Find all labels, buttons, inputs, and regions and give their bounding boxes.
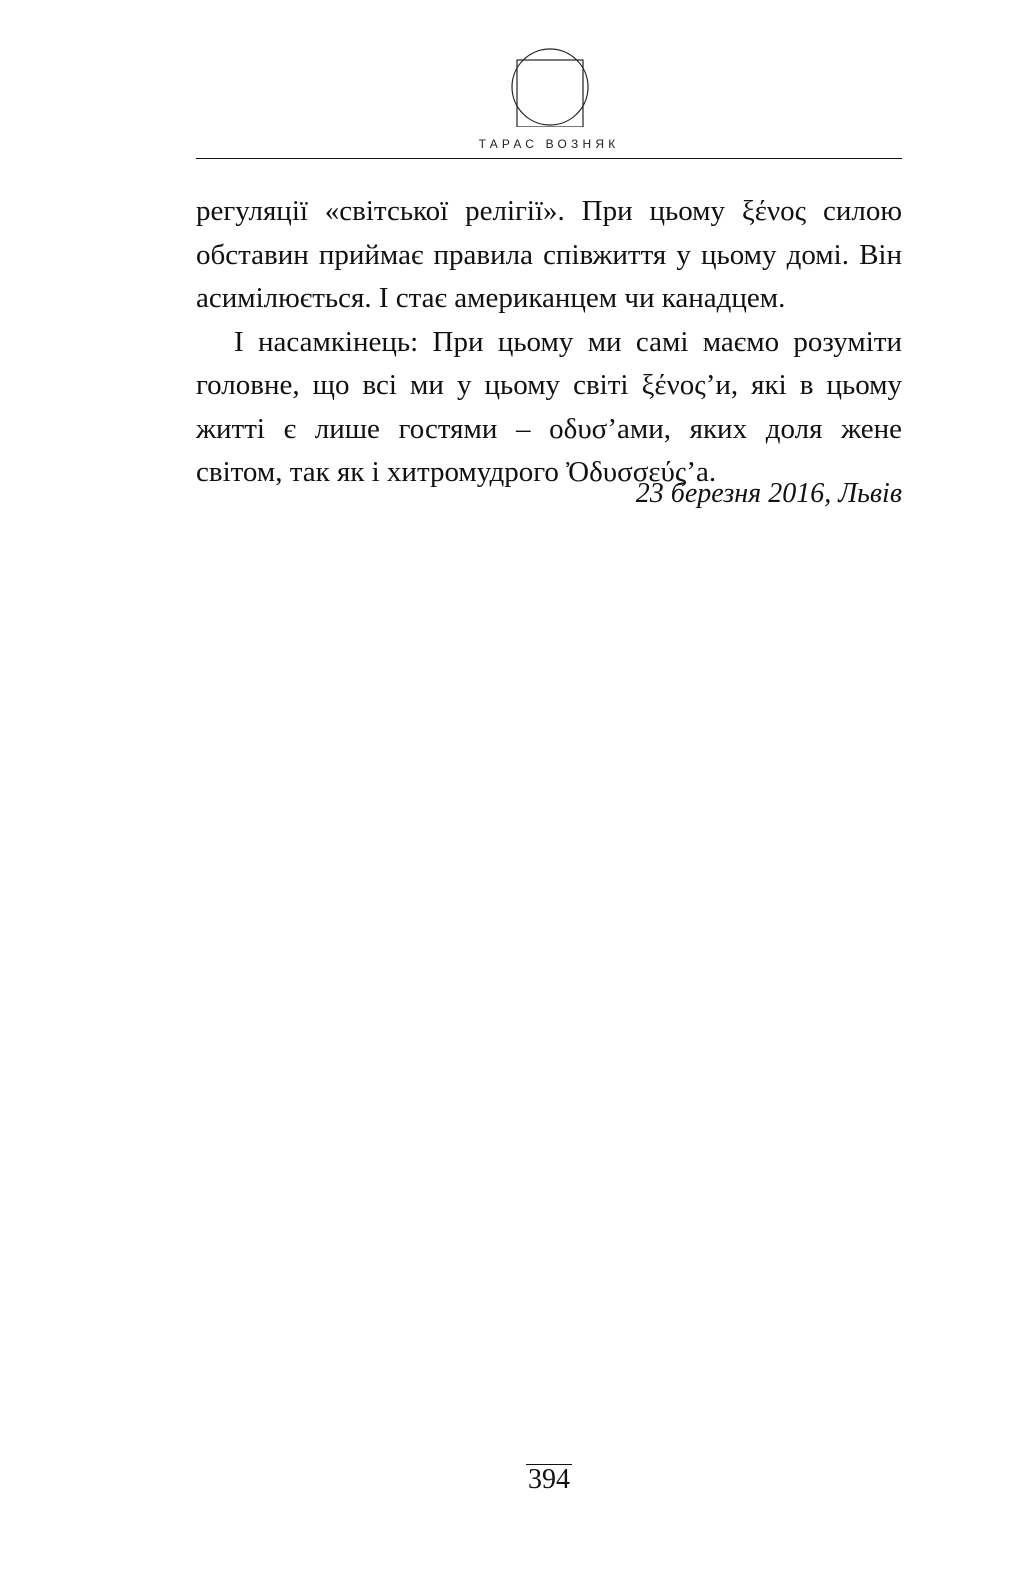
header-rule — [196, 158, 902, 159]
dateline: 23 березня 2016, Львів — [635, 478, 902, 509]
page-number: 394 — [528, 1464, 570, 1495]
body-text — [196, 190, 902, 495]
paragraph-1: регуляції «світської релігії». При цьому ξένος силою обставин приймає правила співжиття у цьому домі. Він асимілюється. І стає американцем чи канадцем. — [196, 195, 902, 314]
paragraph-2: І насамкінець: При цьому ми самі маємо розуміти головне, що всі ми у цьому світі ξένος’и, які в цьому житті є лише гостями – οδυσ’ами, яких доля жене світом, так як і хитромудрого Ὀδυσσεύς’а. — [196, 325, 902, 488]
circle-square-logo-icon — [510, 47, 590, 127]
running-head-author: ТАРАС ВОЗНЯК — [478, 137, 620, 151]
